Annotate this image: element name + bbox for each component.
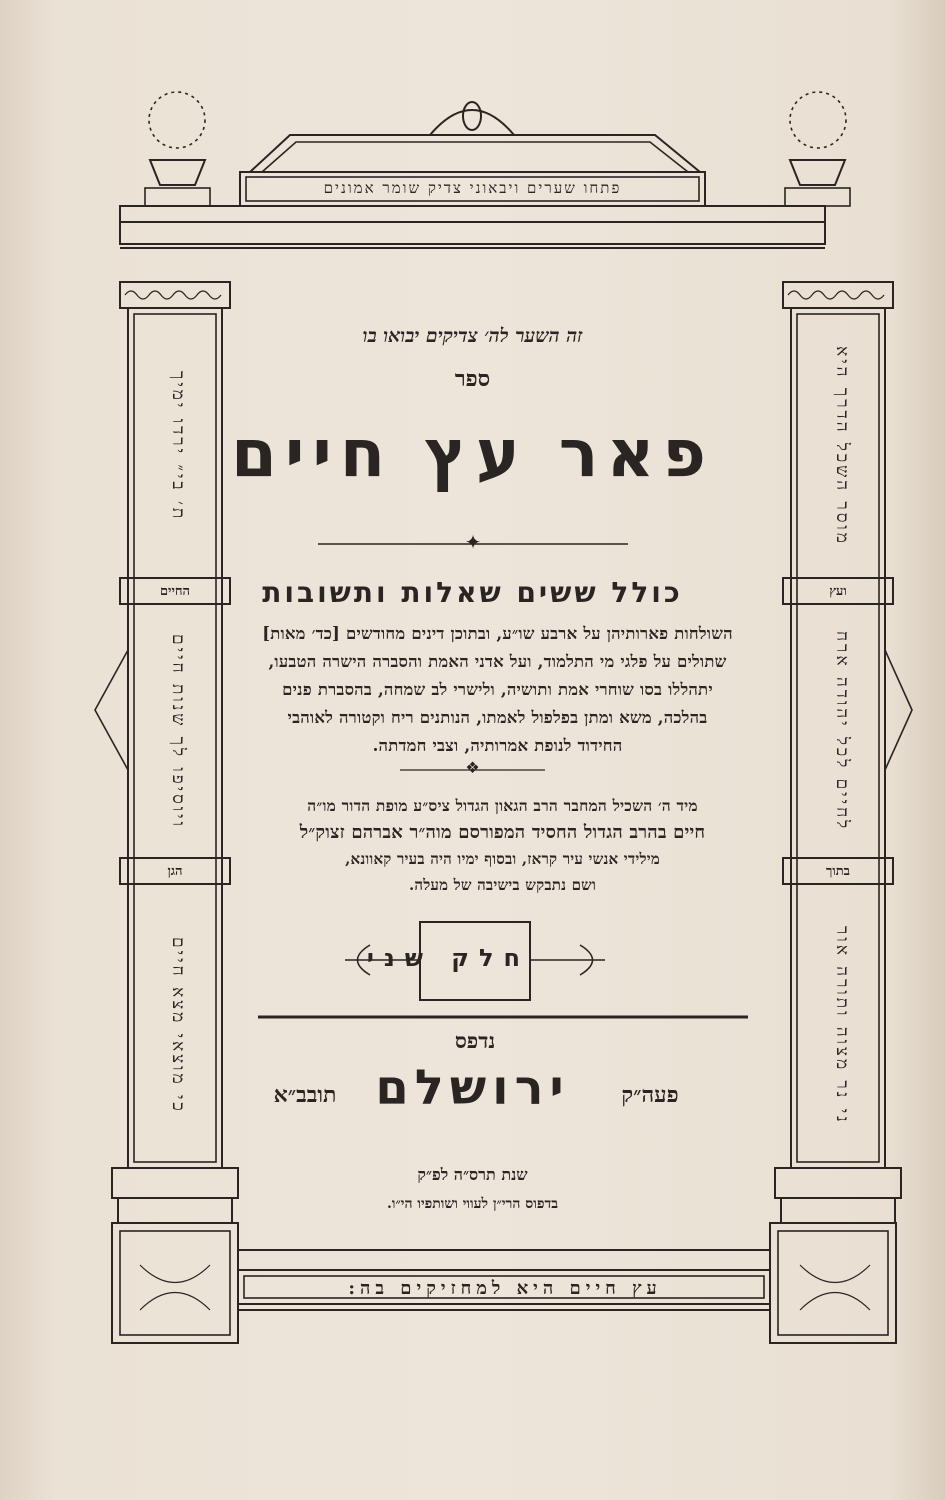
author-line-2: חיים בהרב הגדול החסיד המפורסם מוה״ר אברהם זצוק״ל <box>299 822 706 843</box>
description-line-4: בהלכה, משא ומתן בפלפול לאמתו, הנותנים ריח וקטורה לאוהבי <box>287 708 708 727</box>
right-column-middle-text: לחיים לכל יהודה ארח <box>832 630 852 832</box>
author-line-4: ושם נתבקש בישיבה של מעלה. <box>408 876 597 894</box>
book-title: פאר עץ חיים <box>231 415 714 492</box>
heading-line: זה השער לה׳ צדיקים יבואו בו <box>362 325 583 347</box>
left-column-label-top: החיים <box>159 584 191 599</box>
left-column-top-text: ת׳ בי״ ירדו ימיך <box>168 370 188 522</box>
top-banner: פתחו שערים ויבאוני צדיק שומר אמונים <box>323 179 622 197</box>
right-column-label-top: ועץ <box>829 584 847 599</box>
bottom-banner: עץ חיים היא למחזיקים בה: <box>348 1278 662 1299</box>
sefer-label: ספר <box>454 366 491 392</box>
city-suffix: תובב״א <box>273 1082 337 1108</box>
description-line-1: השולחות פארותיהן על ארבע שו״ע, ובתוכן דינים מחודשים [כד׳ מאות] <box>262 624 733 643</box>
subtitle: כולל ששים שאלות ותשובות <box>262 576 683 609</box>
printer-line: בדפוס הרי״ן לעווי ושותפיו הי״ו. <box>387 1196 558 1212</box>
part-label: חלק שני <box>366 944 530 972</box>
left-column-middle-text: ויוסיפו לך שנות חיים <box>168 633 188 829</box>
description-line-5: החידוד לנופת אמרותיה, וצבי חמדתה. <box>372 736 623 755</box>
divider-ornament: ✦ <box>464 530 482 554</box>
right-column-label-bottom: בתוך <box>826 864 850 879</box>
city-name: ירושלם <box>375 1060 570 1116</box>
author-line-3: מילידי אנשי עיר קראז, ובסוף ימיו היה בעיר קאוונא, <box>345 850 660 868</box>
left-column-bottom-text: כי מוצאי מצא חיים <box>168 936 188 1114</box>
printed-label: נדפס <box>454 1028 496 1053</box>
year-line: שנת תרס״ה לפ״ק <box>417 1165 528 1184</box>
author-line-1: מיד ה׳ השכיל המחבר הרב הגאון הגדול ציס״ע מופת הדור מו״ה <box>307 796 698 815</box>
right-column-bottom-text: ני נר מצוה ותורה אור <box>832 925 852 1125</box>
divider-ornament-2: ❖ <box>465 758 480 777</box>
description-line-2: שתולים על פלגי מי התלמוד, ועל אדני האמת והסברה הישרה הטבעו, <box>268 652 727 671</box>
right-column-top-text: מוסר השכל הדרך היא <box>832 346 852 546</box>
description-line-3: יתהללו בסו שוחרי אמת ותושיה, ולישרי לב שמחה, בהסברת פנים <box>282 680 713 699</box>
city-prefix: פעה״ק <box>621 1082 679 1108</box>
left-column-label-bottom: הגן <box>167 864 183 879</box>
